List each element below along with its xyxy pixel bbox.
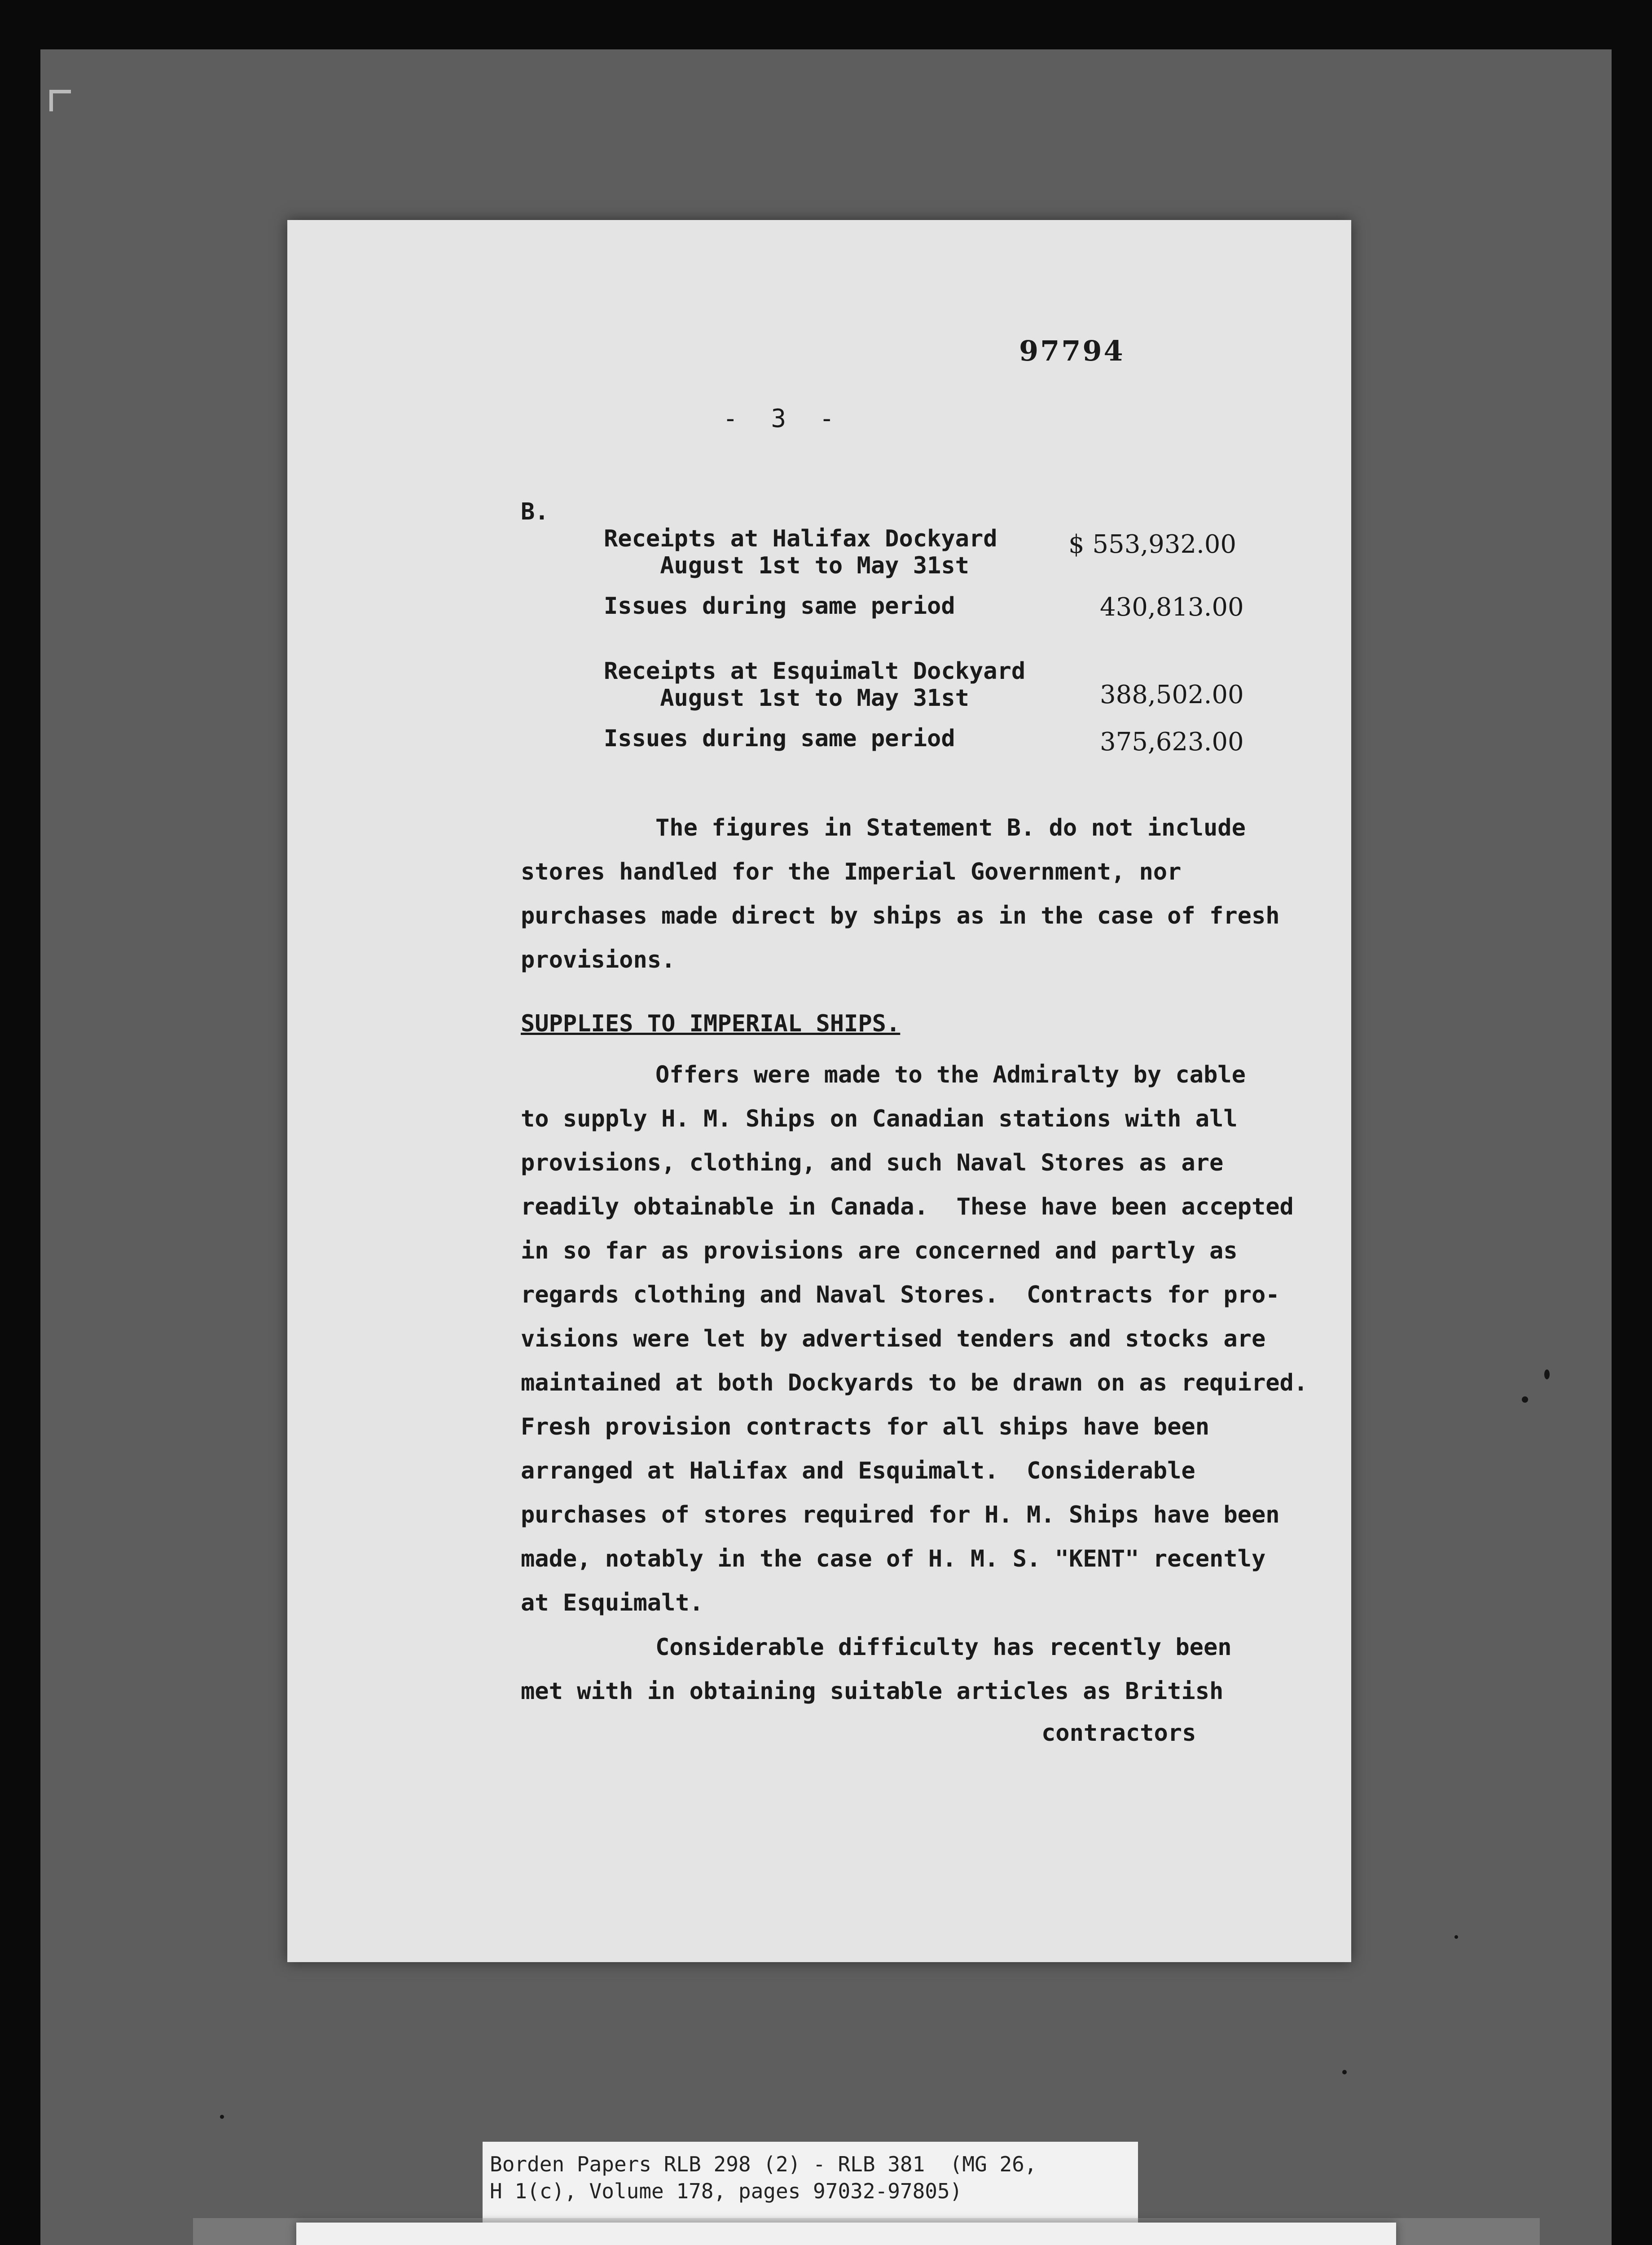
film-speck <box>1544 1369 1550 1379</box>
document-page <box>287 220 1351 1962</box>
text-line: purchases made direct by ships as in the case of fresh <box>521 902 1280 929</box>
text-line: Fresh provision contracts for all ships have been <box>521 1413 1210 1440</box>
film-speck <box>1522 1396 1528 1403</box>
text-line: provisions, clothing, and such Naval Stores as are <box>521 1149 1224 1176</box>
paragraph-difficulty <box>521 1625 1266 1713</box>
text-line: at Esquimalt. <box>521 1589 703 1616</box>
film-speck <box>1342 2070 1347 2074</box>
text-line: in so far as provisions are concerned and partly as <box>521 1237 1238 1264</box>
section-heading: SUPPLIES TO IMPERIAL SHIPS. <box>521 1010 901 1037</box>
sub-page-number: - 3 - <box>723 404 844 433</box>
text-line: regards clothing and Naval Stores. Contracts for pro- <box>521 1281 1280 1308</box>
closing-word: contractors <box>1041 1720 1196 1747</box>
text-line: maintained at both Dockyards to be drawn on as required. <box>521 1369 1308 1396</box>
text-line: provisions. <box>521 946 676 973</box>
statement-row-label: Receipts at Esquimalt Dockyard August 1st to May 31st <box>604 658 1026 712</box>
text-line: made, notably in the case of H. M. S. "KENT" recently <box>521 1545 1266 1572</box>
text-line: The figures in Statement B. do not include <box>655 814 1246 841</box>
statement-row-label: Receipts at Halifax Dockyard August 1st to May 31st <box>604 525 997 579</box>
text-line: purchases of stores required for H. M. Ships have been <box>521 1501 1280 1528</box>
statement-row-amount: 388,502.00 <box>1100 680 1244 709</box>
paragraph-supplies <box>521 1053 1308 1625</box>
statement-row-label: Issues during same period <box>604 725 955 752</box>
statement-row-label: Issues during same period <box>604 593 955 620</box>
text-line: Considerable difficulty has recently been <box>655 1634 1232 1661</box>
film-speck <box>220 2115 224 2119</box>
text-line: stores handled for the Imperial Government, nor <box>521 858 1182 885</box>
statement-b-label: B. <box>521 498 549 525</box>
statement-row-amount: 430,813.00 <box>1100 593 1244 622</box>
reference-slip: Borden Papers RLB 298 (2) - RLB 381 (MG 26, H 1(c), Volume 178, pages 97032-97805) <box>483 2142 1138 2227</box>
statement-row-amount: $ 553,932.00 <box>1068 530 1237 559</box>
film-speck <box>1454 1935 1458 1939</box>
statement-row-amount: 375,623.00 <box>1100 727 1244 757</box>
text-line: to supply H. M. Ships on Canadian stations with all <box>521 1105 1238 1132</box>
paragraph-statement-note <box>521 806 1280 982</box>
frame-corner-mark <box>49 90 71 111</box>
text-line: Offers were made to the Admiralty by cable <box>655 1061 1246 1088</box>
text-line: arranged at Halifax and Esquimalt. Considerable <box>521 1457 1195 1484</box>
archive-card <box>296 2223 1396 2245</box>
text-line: visions were let by advertised tenders and stocks are <box>521 1325 1266 1352</box>
text-line: met with in obtaining suitable articles as British <box>521 1678 1224 1705</box>
page-number: 97794 <box>1019 335 1125 367</box>
text-line: readily obtainable in Canada. These have been accepted <box>521 1193 1294 1220</box>
